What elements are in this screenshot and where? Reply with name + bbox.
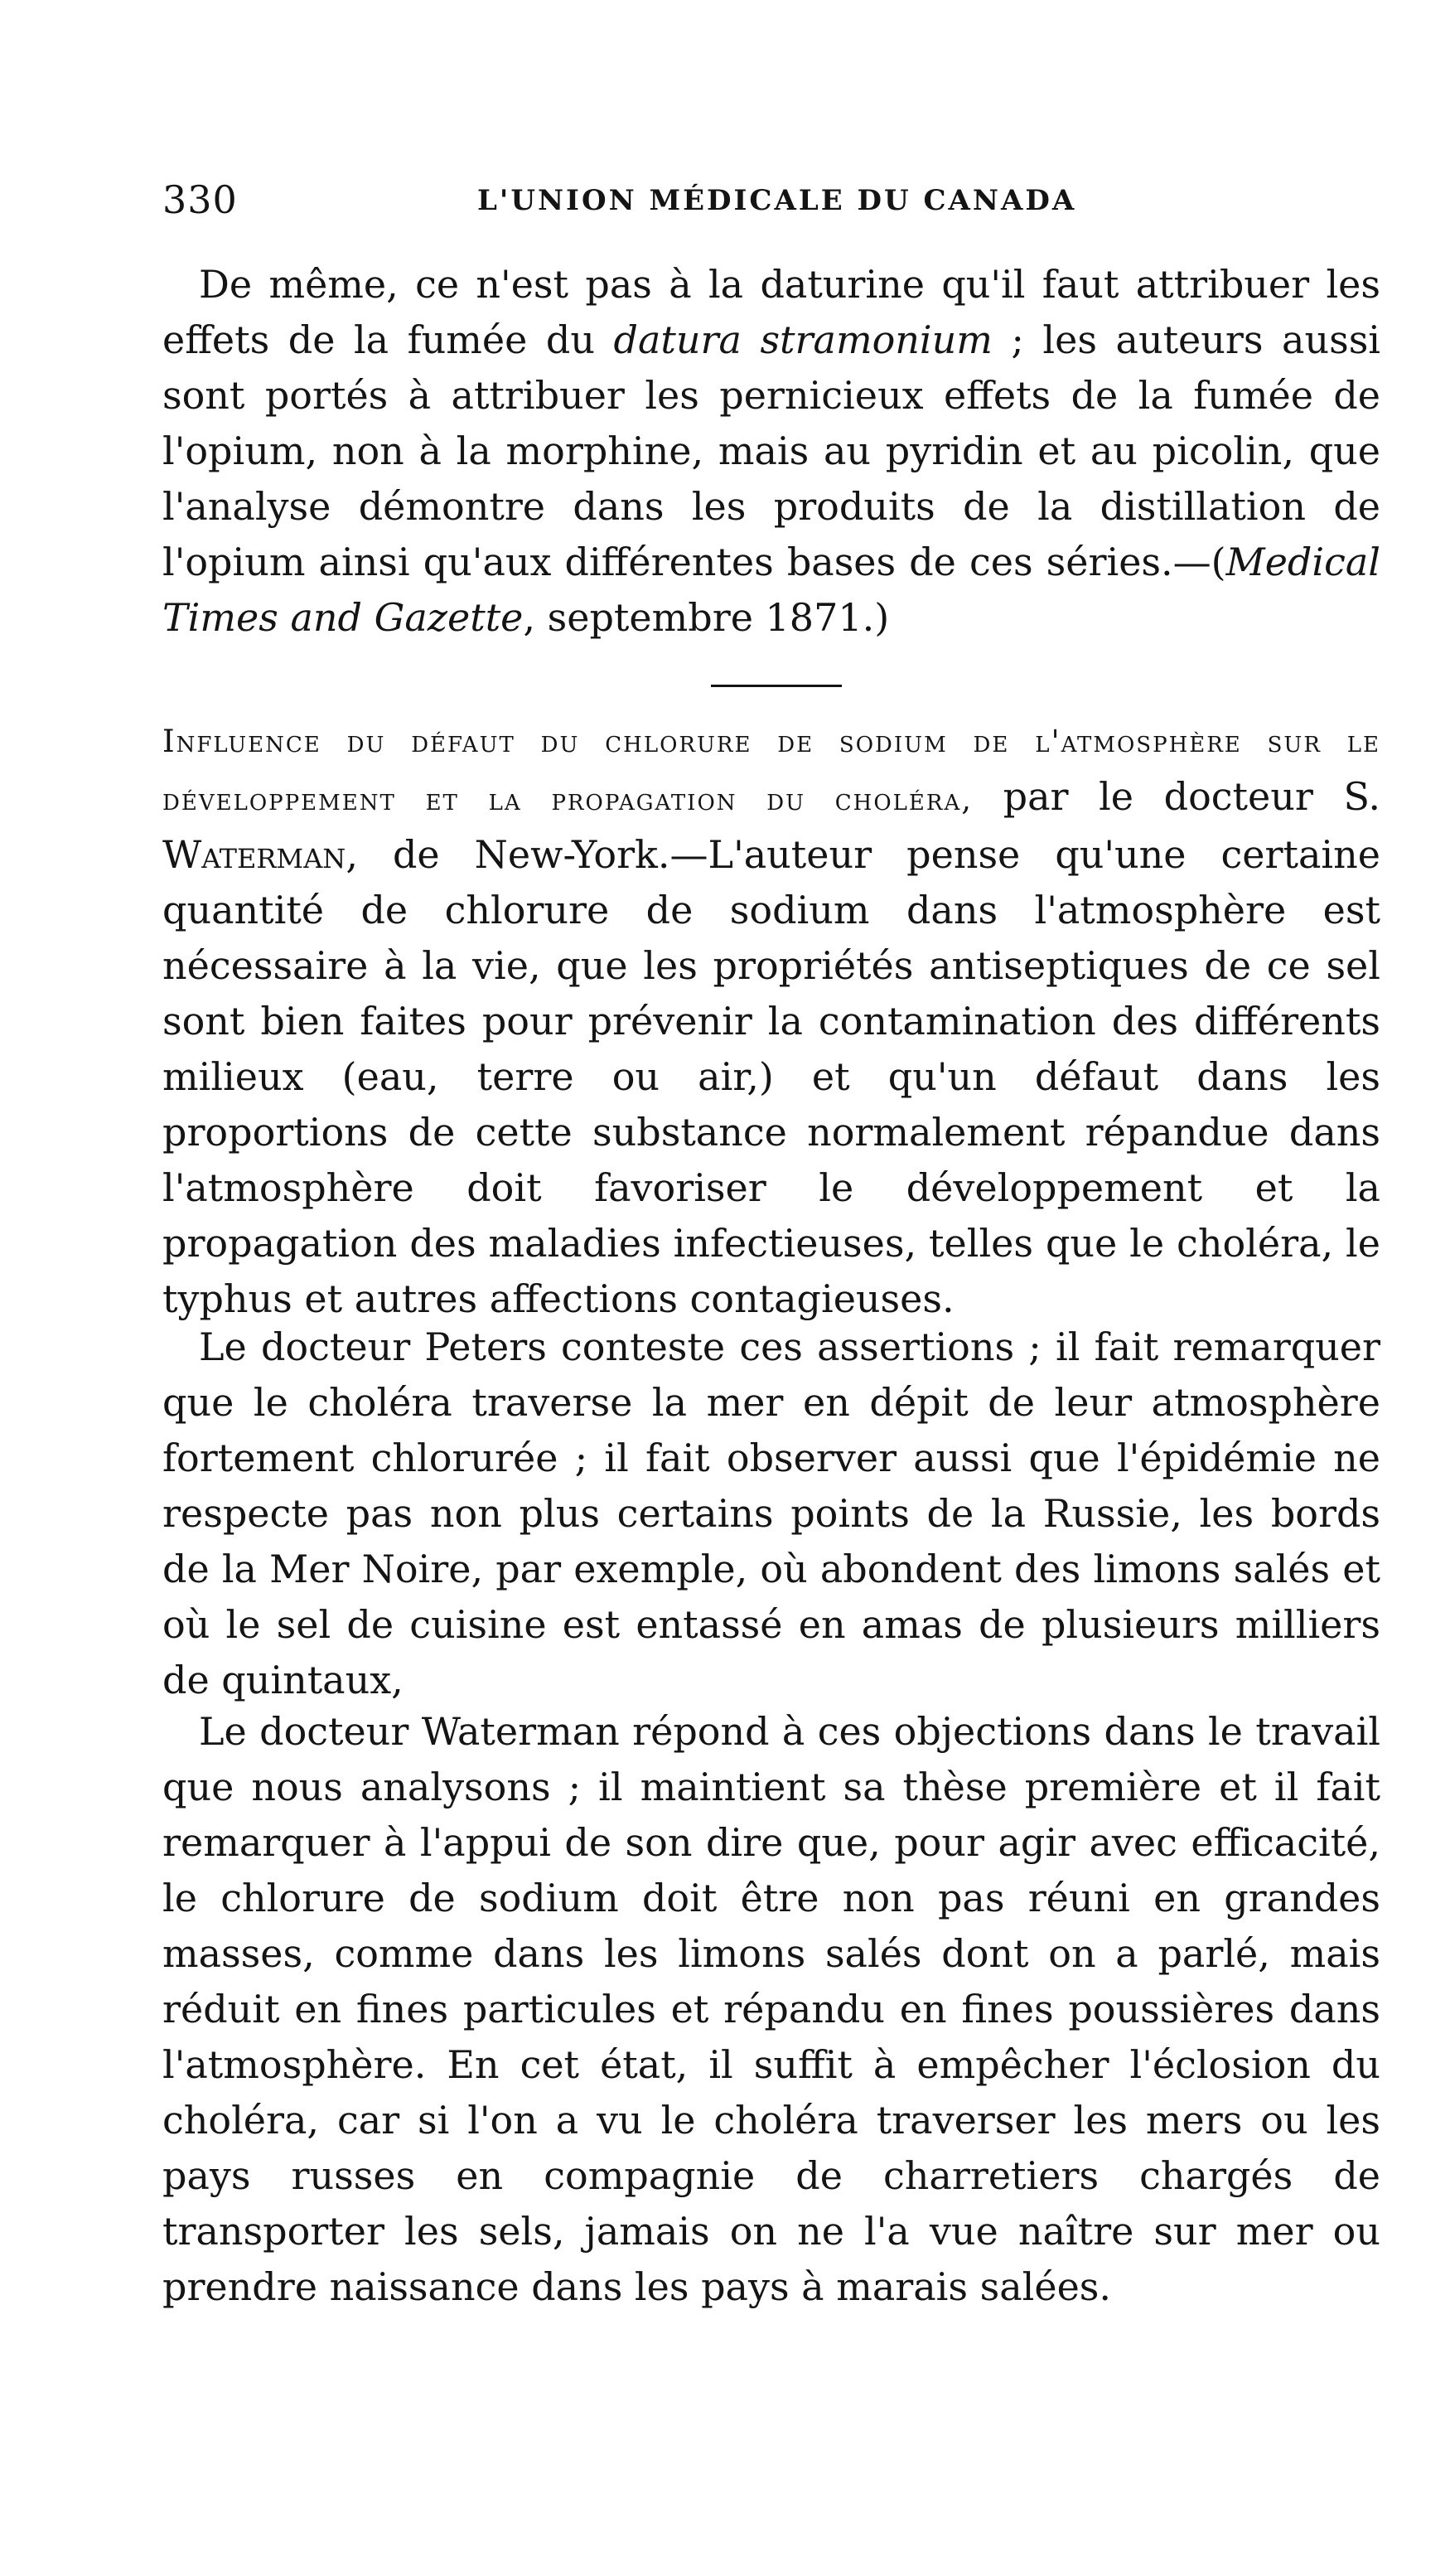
running-title: L'UNION MÉDICALE DU CANADA (477, 184, 1077, 217)
para1-text-1: De même, ce n'est pas à la daturine qu'il faut attribuer les effets de la fumée du (162, 262, 1380, 362)
para1-text-2: ; les auteurs aussi sont portés à attribuer les pernicieux effets de la fumée de l'opium, non à la morphine, mais au pyridin et au picolin, que l'analyse démontre dans les produits de la distillation de l'opium ainsi qu'aux différentes bases de ces séries.—( (162, 317, 1381, 584)
paragraph-waterman-reply (162, 1704, 1380, 2315)
para1-italic-datura: datura stramonium (613, 317, 993, 362)
page-number: 330 (162, 177, 238, 222)
para2-text-1: par le docteur S. (973, 774, 1380, 819)
para2-text-2: , de New-York.—L'auteur pense qu'une certaine quantité de chlorure de sodium dans l'atmosphère est nécessaire à la vie, que les propriétés antiseptiques de ce sel sont bien faites pour prévenir la contamination des différents milieux (eau, terre ou air,) et qu'un défaut dans les proportions de cette substance normalement répandue dans l'atmosphère doit favoriser le développement et la propagation des maladies infectieuses, telles que le choléra, le typhus et autres affections contagieuses. (162, 832, 1380, 1321)
section-divider (711, 685, 842, 687)
page-header (162, 177, 1380, 227)
paragraph-peters (162, 1319, 1380, 1708)
paragraph-influence (162, 711, 1380, 1327)
article-title: Influence du défaut du chlorure de sodium de l'atmosphère sur le développement et la propagation du choléra, (162, 724, 1380, 817)
para3-text: Le docteur Peters conteste ces assertions ; il fait remarquer que le choléra traverse la mer en dépit de leur atmosphère fortement chlorurée ; il fait observer aussi que l'épidémie ne respecte pas non plus certains points de la Russie, les bords de la Mer Noire, par exemple, où abondent des limons salés et où le sel de cuisine est entassé en amas de plusieurs milliers de quintaux, (162, 1324, 1380, 1702)
para1-italic-journal: Medical Times and Gazette (162, 540, 1380, 640)
author-name: Waterman (162, 832, 346, 877)
para1-text-3: , septembre 1871.) (523, 595, 890, 640)
paragraph-datura (162, 257, 1380, 646)
para4-text: Le docteur Waterman répond à ces objections dans le travail que nous analysons ; il maintient sa thèse première et il fait remarquer à l'appui de son dire que, pour agir avec efficacité, le chlorure de sodium doit être non pas réuni en grandes masses, comme dans les limons salés dont on a parlé, mais réduit en fines particules et répandu en fines poussières dans l'atmosphère. En cet état, il suffit à empêcher l'éclosion du choléra, car si l'on a vu le choléra traverser les mers ou les pays russes en compagnie de charretiers chargés de transporter les sels, jamais on ne l'a vue naître sur mer ou prendre naissance dans les pays à marais salées. (162, 1709, 1380, 2309)
